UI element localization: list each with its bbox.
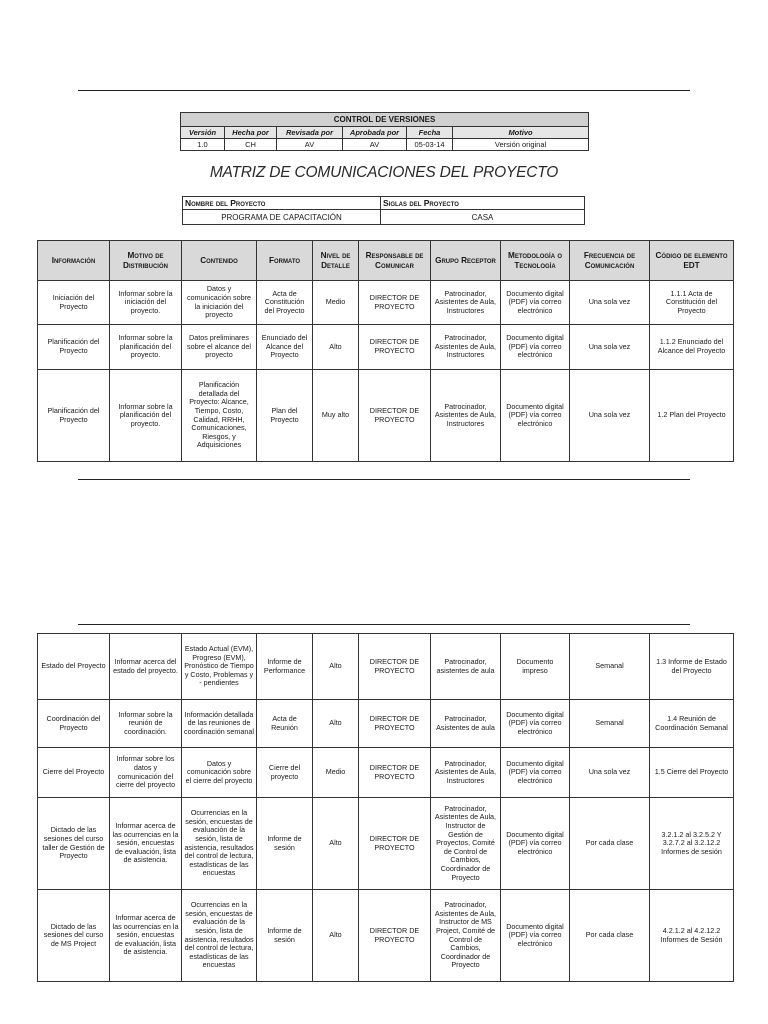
cell-responsible: DIRECTOR DE PROYECTO xyxy=(359,700,431,748)
cell-methodology: Documento digital (PDF) vía correo electrónico xyxy=(501,798,570,890)
cell-content: Ocurrencias en la sesión, encuestas de evaluación de la sesión, lista de asistencia, resultados del control de lectura, estadísticas de las encuestas xyxy=(182,798,257,890)
cell-content: Datos preliminares sobre el alcance del proyecto xyxy=(182,325,257,370)
cell-receiver-group: Patrocinador, Asistentes de aula xyxy=(431,700,501,748)
cell-reason: Informar acerca del estado del proyecto. xyxy=(110,634,182,700)
cell-methodology: Documento digital (PDF) vía correo electrónico xyxy=(501,748,570,798)
cell-detail-level: Alto xyxy=(313,634,359,700)
cell-detail-level: Alto xyxy=(313,798,359,890)
cell-format: Enunciado del Alcance del Proyecto xyxy=(257,325,313,370)
cell-responsible: DIRECTOR DE PROYECTO xyxy=(359,325,431,370)
cell-reason: Informar acerca de las ocurrencias en la sesión, encuestas de evaluación, lista de asistencia. xyxy=(110,890,182,982)
cell-wbs-code: 1.1.2 Enunciado del Alcance del Proyecto xyxy=(650,325,734,370)
project-name-value: PROGRAMA DE CAPACITACIÓN xyxy=(183,210,381,225)
cell-format: Acta de Constitución del Proyecto xyxy=(257,281,313,325)
cell-information: Planificación del Proyecto xyxy=(38,370,110,462)
cell-content: Ocurrencias en la sesión, encuestas de evaluación de la sesión, lista de asistencia, resultados del control de lectura, estadísticas de las encuestas xyxy=(182,890,257,982)
cell-receiver-group: Patrocinador, Asistentes de Aula, Instructores xyxy=(431,281,501,325)
header-detail-level: Nivel de Detalle xyxy=(313,241,359,281)
page-top-rule-2 xyxy=(78,624,690,625)
communications-matrix-table-continued xyxy=(37,633,734,982)
cell-receiver-group: Patrocinador, asistentes de aula xyxy=(431,634,501,700)
reviewed-by-header: Revisada por xyxy=(277,127,343,139)
cell-wbs-code: 1.1.1 Acta de Constitución del Proyecto xyxy=(650,281,734,325)
cell-reason: Informar sobre la reunión de coordinación. xyxy=(110,700,182,748)
cell-format: Acta de Reunión xyxy=(257,700,313,748)
cell-reason: Informar sobre la iniciación del proyecto. xyxy=(110,281,182,325)
cell-detail-level: Medio xyxy=(313,281,359,325)
cell-wbs-code: 1.2 Plan del Proyecto xyxy=(650,370,734,462)
table-row xyxy=(38,890,734,982)
header-frequency: Frecuencia de Comunicación xyxy=(570,241,650,281)
document-title: MATRIZ DE COMUNICACIONES DEL PROYECTO xyxy=(209,164,559,181)
project-info-table xyxy=(182,196,585,225)
cell-format: Cierre del proyecto xyxy=(257,748,313,798)
cell-receiver-group: Patrocinador, Asistentes de Aula, Instructores xyxy=(431,325,501,370)
table-row xyxy=(38,634,734,700)
cell-information: Dictado de las sesiones del curso taller de Gestión de Proyecto xyxy=(38,798,110,890)
cell-methodology: Documento digital (PDF) vía correo electrónico xyxy=(501,281,570,325)
approved-by-header: Aprobada por xyxy=(343,127,407,139)
cell-information: Planificación del Proyecto xyxy=(38,325,110,370)
cell-content: Datos y comunicación sobre la iniciación del proyecto xyxy=(182,281,257,325)
cell-information: Coordinación del Proyecto xyxy=(38,700,110,748)
cell-reason: Informar acerca de las ocurrencias en la sesión, encuestas de evaluación, lista de asistencia. xyxy=(110,798,182,890)
cell-methodology: Documento impreso xyxy=(501,634,570,700)
cell-content: Datos y comunicación sobre el cierre del proyecto xyxy=(182,748,257,798)
cell-frequency: Por cada clase xyxy=(570,890,650,982)
project-acronym-value: CASA xyxy=(381,210,585,225)
cell-reason: Informar sobre la planificación del proyecto. xyxy=(110,325,182,370)
cell-frequency: Una sola vez xyxy=(570,325,650,370)
cell-frequency: Por cada clase xyxy=(570,798,650,890)
table-row xyxy=(38,748,734,798)
header-content: Contenido xyxy=(182,241,257,281)
version-control-table xyxy=(180,112,589,151)
header-format: Formato xyxy=(257,241,313,281)
cell-methodology: Documento digital (PDF) vía correo electrónico xyxy=(501,890,570,982)
table-row xyxy=(38,370,734,462)
cell-methodology: Documento digital (PDF) vía correo electrónico xyxy=(501,325,570,370)
cell-responsible: DIRECTOR DE PROYECTO xyxy=(359,890,431,982)
cell-responsible: DIRECTOR DE PROYECTO xyxy=(359,634,431,700)
cell-content: Estado Actual (EVM), Progreso (EVM), Pronóstico de Tiempo y Costo, Problemas y - pendientes xyxy=(182,634,257,700)
cell-frequency: Una sola vez xyxy=(570,748,650,798)
table-row xyxy=(38,325,734,370)
table-row xyxy=(38,281,734,325)
cell-frequency: Semanal xyxy=(570,634,650,700)
page-bottom-rule xyxy=(78,479,690,480)
version-value: 1.0 xyxy=(181,139,225,151)
cell-detail-level: Medio xyxy=(313,748,359,798)
made-by-header: Hecha por xyxy=(225,127,277,139)
cell-wbs-code: 4.2.1.2 al 4.2.12.2 Informes de Sesión xyxy=(650,890,734,982)
cell-responsible: DIRECTOR DE PROYECTO xyxy=(359,281,431,325)
cell-receiver-group: Patrocinador, Asistentes de Aula, Instructores xyxy=(431,370,501,462)
header-receiver-group: Grupo Receptor xyxy=(431,241,501,281)
cell-format: Plan del Proyecto xyxy=(257,370,313,462)
cell-receiver-group: Patrocinador, Asistentes de Aula, Instructores xyxy=(431,748,501,798)
header-reason: Motivo de Distribución xyxy=(110,241,182,281)
header-methodology: Metodología o Tecnología xyxy=(501,241,570,281)
cell-frequency: Semanal xyxy=(570,700,650,748)
cell-responsible: DIRECTOR DE PROYECTO xyxy=(359,748,431,798)
cell-responsible: DIRECTOR DE PROYECTO xyxy=(359,370,431,462)
cell-format: Informe de sesión xyxy=(257,798,313,890)
cell-content: Planificación detallada del Proyecto: Alcance, Tiempo, Costo, Calidad, RRHH, Comunicaciones, Riesgos, y Adquisiciones xyxy=(182,370,257,462)
cell-frequency: Una sola vez xyxy=(570,370,650,462)
cell-information: Dictado de las sesiones del curso de MS Project xyxy=(38,890,110,982)
cell-information: Iniciación del Proyecto xyxy=(38,281,110,325)
cell-detail-level: Muy alto xyxy=(313,370,359,462)
cell-wbs-code: 3.2.1.2 al 3.2.5.2 Y 3.2.7.2 al 3.2.12.2 Informes de sesión xyxy=(650,798,734,890)
cell-detail-level: Alto xyxy=(313,325,359,370)
cell-format: Informe de sesión xyxy=(257,890,313,982)
header-wbs-code: Código de elemento EDT xyxy=(650,241,734,281)
cell-receiver-group: Patrocinador, Asistentes de Aula, Instructor de MS Project, Comité de Control de Cambios, Coordinador de Proyecto xyxy=(431,890,501,982)
cell-methodology: Documento digital (PDF) vía correo electrónico xyxy=(501,700,570,748)
cell-reason: Informar sobre los datos y comunicación del cierre del proyecto xyxy=(110,748,182,798)
version-header: Versión xyxy=(181,127,225,139)
cell-format: Informe de Performance xyxy=(257,634,313,700)
table-row xyxy=(38,798,734,890)
page-top-rule xyxy=(78,90,690,91)
project-name-label: Nombre del Proyecto xyxy=(183,197,381,210)
header-information: Información xyxy=(38,241,110,281)
approved-by-value: AV xyxy=(343,139,407,151)
communications-matrix-table xyxy=(37,240,734,462)
version-control-title: CONTROL DE VERSIONES xyxy=(181,113,589,127)
cell-receiver-group: Patrocinador, Asistentes de Aula, Instructor de Gestión de Proyectos, Comité de Control de Cambios, Coordinador de Proyecto xyxy=(431,798,501,890)
project-acronym-label: Siglas del Proyecto xyxy=(381,197,585,210)
cell-detail-level: Alto xyxy=(313,890,359,982)
cell-reason: Informar sobre la planificación del proyecto. xyxy=(110,370,182,462)
cell-detail-level: Alto xyxy=(313,700,359,748)
cell-wbs-code: 1.4 Reunión de Coordinación Semanal xyxy=(650,700,734,748)
reason-header: Motivo xyxy=(453,127,589,139)
header-responsible: Responsable de Comunicar xyxy=(359,241,431,281)
cell-content: Información detallada de las reuniones de coordinación semanal xyxy=(182,700,257,748)
date-value: 05-03-14 xyxy=(407,139,453,151)
reason-value: Versión original xyxy=(453,139,589,151)
cell-wbs-code: 1.5 Cierre del Proyecto xyxy=(650,748,734,798)
cell-information: Estado del Proyecto xyxy=(38,634,110,700)
date-header: Fecha xyxy=(407,127,453,139)
cell-frequency: Una sola vez xyxy=(570,281,650,325)
made-by-value: CH xyxy=(225,139,277,151)
cell-information: Cierre del Proyecto xyxy=(38,748,110,798)
cell-methodology: Documento digital (PDF) vía correo electrónico xyxy=(501,370,570,462)
cell-wbs-code: 1.3 Informe de Estado del Proyecto xyxy=(650,634,734,700)
cell-responsible: DIRECTOR DE PROYECTO xyxy=(359,798,431,890)
table-row xyxy=(38,700,734,748)
reviewed-by-value: AV xyxy=(277,139,343,151)
